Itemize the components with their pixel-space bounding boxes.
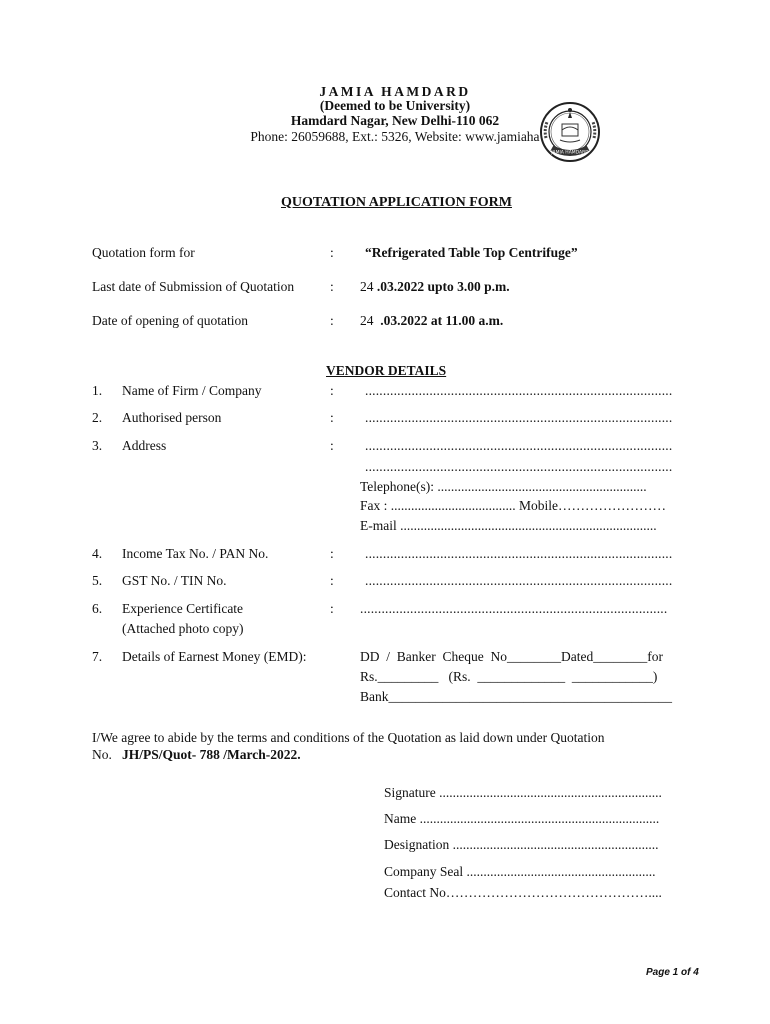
detail-value-text: .03.2022 upto 3.00 p.m. bbox=[376, 279, 510, 294]
vendor-item-colon: : bbox=[330, 438, 334, 453]
vendor-item-number: 4. bbox=[92, 546, 103, 561]
address-field-line1[interactable]: ...................................................................................... bbox=[365, 438, 673, 453]
detail-label-quotation-for: Quotation form for bbox=[92, 245, 195, 260]
detail-value-text: .03.2022 at 11.00 a.m. bbox=[380, 313, 504, 328]
email-field[interactable]: E-mail ............................................................................ bbox=[360, 518, 657, 533]
vendor-details-heading: VENDOR DETAILS bbox=[326, 363, 447, 378]
vendor-item-colon: : bbox=[330, 601, 334, 616]
detail-value-last-date bbox=[360, 279, 510, 295]
vendor-item-label-experience-note: (Attached photo copy) bbox=[122, 621, 244, 636]
detail-colon: : bbox=[330, 313, 334, 328]
vendor-item-colon: : bbox=[330, 573, 334, 588]
firm-name-field[interactable]: ...................................................................................... bbox=[365, 383, 673, 398]
vendor-item-number: 6. bbox=[92, 601, 103, 616]
gst-number-field[interactable]: ...................................................................................... bbox=[365, 573, 673, 588]
agreement-prefix: No. bbox=[92, 747, 122, 762]
vendor-item-number: 3. bbox=[92, 438, 103, 453]
vendor-item-number: 1. bbox=[92, 383, 103, 398]
vendor-item-label-gst: GST No. / TIN No. bbox=[122, 573, 227, 588]
vendor-item-label-authorised: Authorised person bbox=[122, 410, 222, 425]
company-seal-field[interactable]: Company Seal ........................................................ bbox=[384, 864, 656, 879]
signature-field[interactable]: Signature .................................................................. bbox=[384, 785, 662, 800]
detail-value-prefix: 24 bbox=[360, 313, 381, 328]
vendor-item-number: 7. bbox=[92, 649, 103, 664]
telephone-field[interactable]: Telephone(s): .............................................................. bbox=[360, 479, 647, 494]
detail-colon: : bbox=[330, 279, 334, 294]
designation-field[interactable]: Designation ............................................................. bbox=[384, 837, 659, 852]
authorised-person-field[interactable]: ...................................................................................... bbox=[365, 410, 673, 425]
vendor-item-label-experience: Experience Certificate bbox=[122, 601, 244, 616]
fax-mobile-field[interactable]: Fax : ..................................... Mobile…………………… bbox=[360, 498, 666, 513]
detail-label-last-date: Last date of Submission of Quotation bbox=[92, 279, 295, 294]
name-field[interactable]: Name ....................................................................... bbox=[384, 811, 660, 826]
vendor-item-number: 2. bbox=[92, 410, 103, 425]
university-logo-icon bbox=[538, 100, 602, 164]
contact-number-field[interactable]: Contact No……………………………………….... bbox=[384, 885, 662, 900]
form-title: QUOTATION APPLICATION FORM bbox=[280, 195, 512, 210]
vendor-item-colon: : bbox=[330, 383, 334, 398]
detail-value-prefix: 24 bbox=[360, 279, 377, 294]
vendor-item-label-emd: Details of Earnest Money (EMD): bbox=[122, 649, 307, 664]
vendor-item-number: 5. bbox=[92, 573, 103, 588]
detail-label-opening-date: Date of opening of quotation bbox=[92, 313, 248, 328]
agreement-text: I/We agree to abide by the terms and conditions of the Quotation as laid down under Quotation bbox=[92, 730, 605, 745]
pan-number-field[interactable]: ...................................................................................... bbox=[365, 546, 673, 561]
university-status: (Deemed to be University) bbox=[319, 98, 471, 113]
vendor-item-label-firm: Name of Firm / Company bbox=[122, 383, 262, 398]
emd-cheque-field[interactable]: DD / Banker Cheque No________Dated________for bbox=[360, 649, 663, 664]
university-contact: Phone: 26059688, Ext.: 5326, Website: www.jamiaha bbox=[250, 129, 540, 144]
logo-text: JAMIA HAMDARD bbox=[551, 150, 589, 156]
vendor-item-label-address: Address bbox=[122, 438, 167, 453]
university-address: Hamdard Nagar, New Delhi-110 062 bbox=[290, 113, 500, 128]
detail-colon: : bbox=[330, 245, 334, 260]
vendor-item-colon: : bbox=[330, 546, 334, 561]
address-field-line2[interactable]: ...................................................................................... bbox=[365, 459, 673, 474]
page-number: Page 1 of 4 bbox=[646, 967, 699, 978]
detail-value-opening-date bbox=[360, 313, 503, 329]
emd-bank-field[interactable]: Bank__________________________________________ bbox=[360, 689, 672, 704]
vendor-item-label-pan: Income Tax No. / PAN No. bbox=[122, 546, 269, 561]
university-name: JAMIA HAMDARD bbox=[319, 84, 471, 99]
vendor-item-colon: : bbox=[330, 410, 334, 425]
quotation-reference-number: JH/PS/Quot- 788 /March-2022. bbox=[122, 747, 301, 762]
experience-certificate-field[interactable]: ...................................................................................... bbox=[360, 601, 668, 616]
agreement-reference bbox=[92, 747, 301, 763]
detail-value-quotation-for: “Refrigerated Table Top Centrifuge” bbox=[365, 245, 578, 260]
emd-amount-field[interactable]: Rs._________ (Rs. _____________ ____________) bbox=[360, 669, 658, 684]
